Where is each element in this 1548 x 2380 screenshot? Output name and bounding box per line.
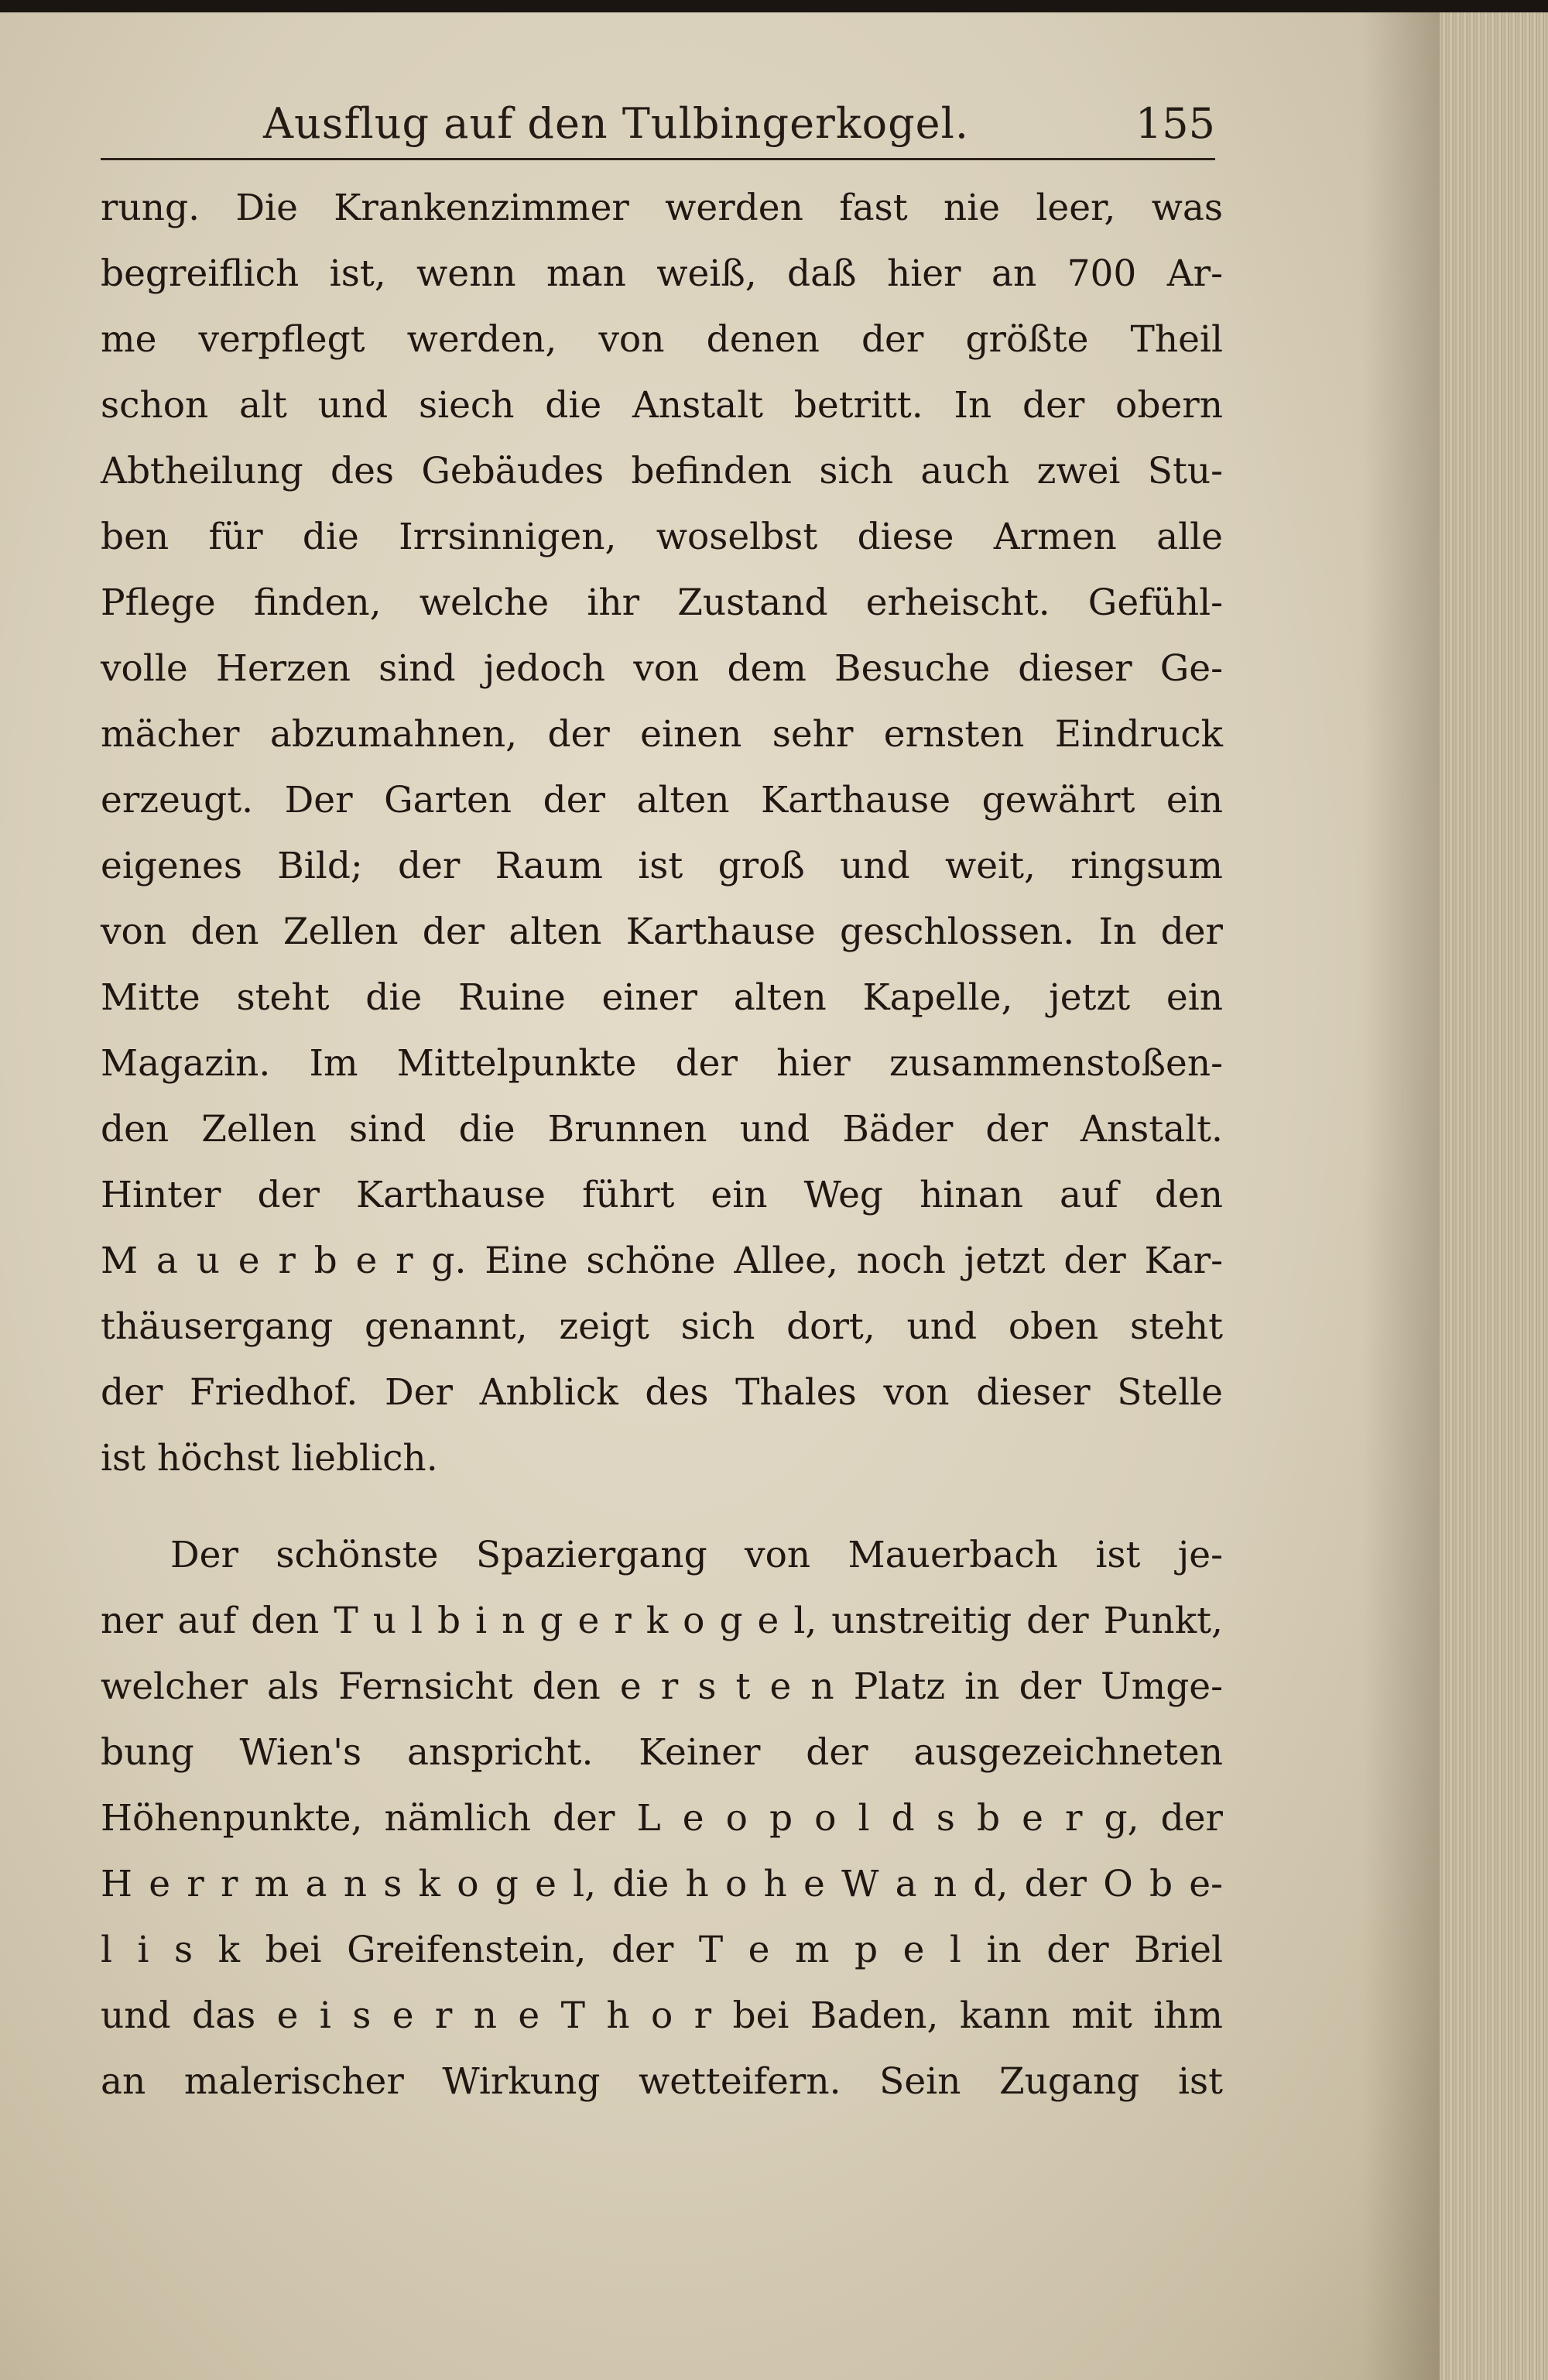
- text-line: ner auf den T u l b i n g e r k o g e l, unstreitig der Punkt,: [101, 1600, 1223, 1642]
- paragraph-gap: [101, 1491, 1223, 1522]
- page-header: [101, 93, 1223, 155]
- text-line: Pflege finden, welche ihr Zustand erheischt. Gefühl-: [101, 581, 1223, 624]
- text-line: bung Wien's anspricht. Keiner der ausgezeichneten: [101, 1731, 1223, 1774]
- text-line: ben für die Irrsinnigen, woselbst diese Armen alle: [101, 516, 1223, 558]
- page-number: 155: [1135, 99, 1215, 148]
- text-line: Hinter der Karthause führt ein Weg hinan auf den: [101, 1174, 1223, 1216]
- text-line: Mitte steht die Ruine einer alten Kapelle, jetzt ein: [101, 976, 1223, 1019]
- text-line: begreiflich ist, wenn man weiß, daß hier an 700 Ar-: [101, 252, 1223, 295]
- body-text: [101, 175, 1223, 2114]
- binding-shadow: [1362, 0, 1447, 2380]
- text-line: Abtheilung des Gebäudes befinden sich auch zwei Stu-: [101, 450, 1223, 492]
- text-line: M a u e r b e r g. Eine schöne Allee, noch jetzt der Kar-: [101, 1240, 1223, 1282]
- text-line: der Friedhof. Der Anblick des Thales von dieser Stelle: [101, 1371, 1223, 1414]
- text-line: Magazin. Im Mittelpunkte der hier zusammenstoßen-: [101, 1042, 1223, 1085]
- text-line: eigenes Bild; der Raum ist groß und weit, ringsum: [101, 845, 1223, 887]
- running-title: Ausflug auf den Tulbingerkogel.: [263, 99, 970, 148]
- text-line: an malerischer Wirkung wetteifern. Sein Zugang ist: [101, 2060, 1223, 2103]
- text-line: mächer abzumahnen, der einen sehr ernsten Eindruck: [101, 713, 1223, 756]
- text-line: volle Herzen sind jedoch von dem Besuche dieser Ge-: [101, 647, 1223, 690]
- text-line: l i s k bei Greifenstein, der T e m p e l in der Briel: [101, 1929, 1223, 1971]
- text-line: schon alt und siech die Anstalt betritt. In der obern: [101, 384, 1223, 427]
- scan-border: [0, 0, 1548, 12]
- text-line: thäusergang genannt, zeigt sich dort, und oben steht: [101, 1305, 1223, 1348]
- text-line: me verpflegt werden, von denen der größte Theil: [101, 318, 1223, 361]
- paragraph-2: [101, 1522, 1223, 2114]
- text-line: H e r r m a n s k o g e l, die h o h e W a n d, der O b e-: [101, 1863, 1223, 1905]
- page-edges: [1440, 0, 1548, 2380]
- text-line: von den Zellen der alten Karthause geschlossen. In der: [101, 911, 1223, 953]
- text-line: ist höchst lieblich.: [101, 1437, 438, 1480]
- text-line: Der schönste Spaziergang von Mauerbach ist je-: [170, 1534, 1223, 1576]
- header-rule: [101, 158, 1215, 160]
- text-line: rung. Die Krankenzimmer werden fast nie leer, was: [101, 187, 1223, 229]
- text-line: Höhenpunkte, nämlich der L e o p o l d s b e r g, der: [101, 1797, 1223, 1840]
- text-line: erzeugt. Der Garten der alten Karthause gewährt ein: [101, 779, 1223, 821]
- paragraph-1: [101, 175, 1223, 1491]
- text-line: den Zellen sind die Brunnen und Bäder der Anstalt.: [101, 1108, 1223, 1151]
- text-line: und das e i s e r n e T h o r bei Baden, kann mit ihm: [101, 1994, 1223, 2037]
- text-line: welcher als Fernsicht den e r s t e n Platz in der Umge-: [101, 1665, 1223, 1708]
